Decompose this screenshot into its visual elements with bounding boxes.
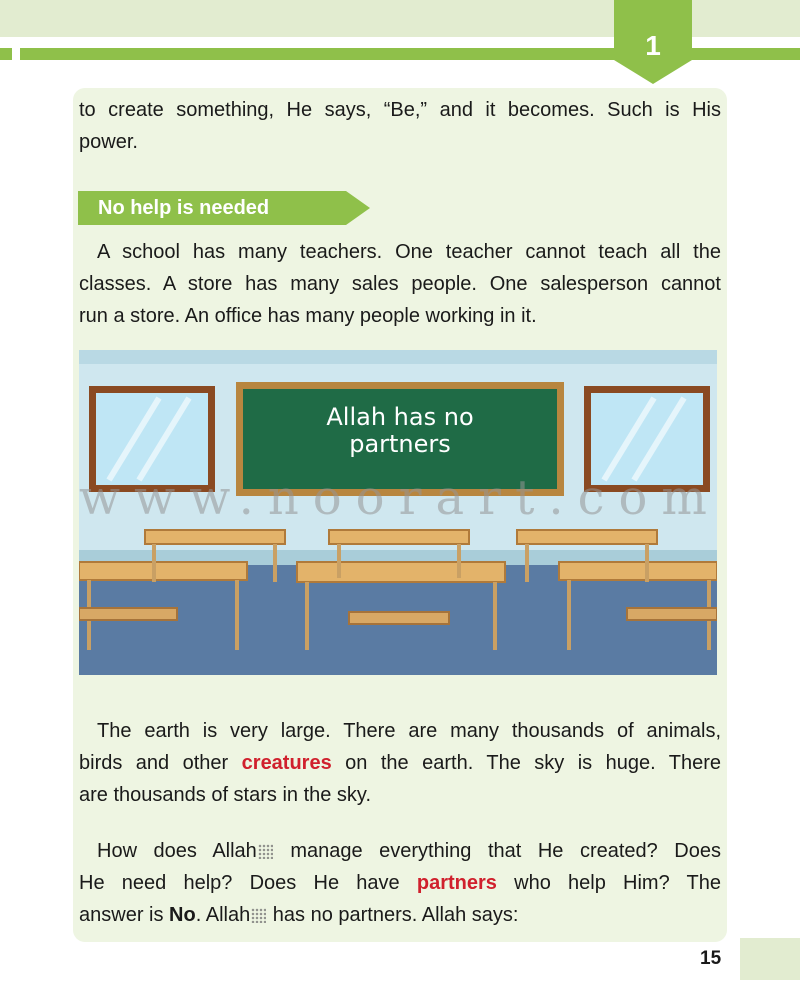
chalkboard-text-line-1: Allah has no (326, 403, 474, 431)
text-segment: manage everything that He created? Does (290, 840, 721, 862)
jalla-jalaluhu-icon (251, 908, 266, 923)
header-rule-square (0, 48, 12, 60)
text-line (79, 747, 721, 779)
keyword-no: No (169, 904, 196, 926)
text-segment: He need help? Does He have (79, 872, 400, 894)
page-corner-block (740, 938, 800, 980)
text-segment: who help Him? The (514, 872, 722, 894)
text-segment: on the earth. The sky is huge. There (345, 752, 721, 774)
text-segment: . Allah (195, 904, 251, 926)
chapter-tab-arrow (614, 60, 692, 84)
text-line: to create something, He says, “Be,” and it becomes. Such is His (79, 99, 721, 121)
text-segment: has no partners. Allah says: (272, 904, 519, 926)
text-line: run a store. An office has many people working in it. (79, 305, 537, 327)
watermark: www.noorart.com (79, 470, 721, 526)
jalla-jalaluhu-icon (258, 844, 273, 859)
section-heading-arrow (346, 191, 370, 225)
text-line (79, 899, 721, 931)
text-segment: answer is (79, 904, 164, 926)
text-line: classes. A store has many sales people. One salesperson cannot (79, 273, 721, 295)
keyword-partners: partners (416, 872, 497, 894)
text-line: A school has many teachers. One teacher cannot teach all the (97, 241, 721, 263)
page-number: 15 (700, 948, 722, 969)
text-line (79, 835, 721, 867)
section-heading: No help is needed (78, 191, 346, 225)
text-line: The earth is very large. There are many thousands of animals, (97, 720, 721, 742)
text-line: are thousands of stars in the sky. (79, 784, 372, 806)
text-segment: How does Allah (97, 840, 257, 862)
chapter-tab: 1 (614, 0, 692, 60)
text-line: power. (79, 131, 138, 153)
text-line (79, 867, 721, 899)
text-segment: birds and other (79, 752, 229, 774)
keyword-creatures: creatures (241, 752, 332, 774)
chalkboard-text-line-2: partners (349, 430, 451, 458)
